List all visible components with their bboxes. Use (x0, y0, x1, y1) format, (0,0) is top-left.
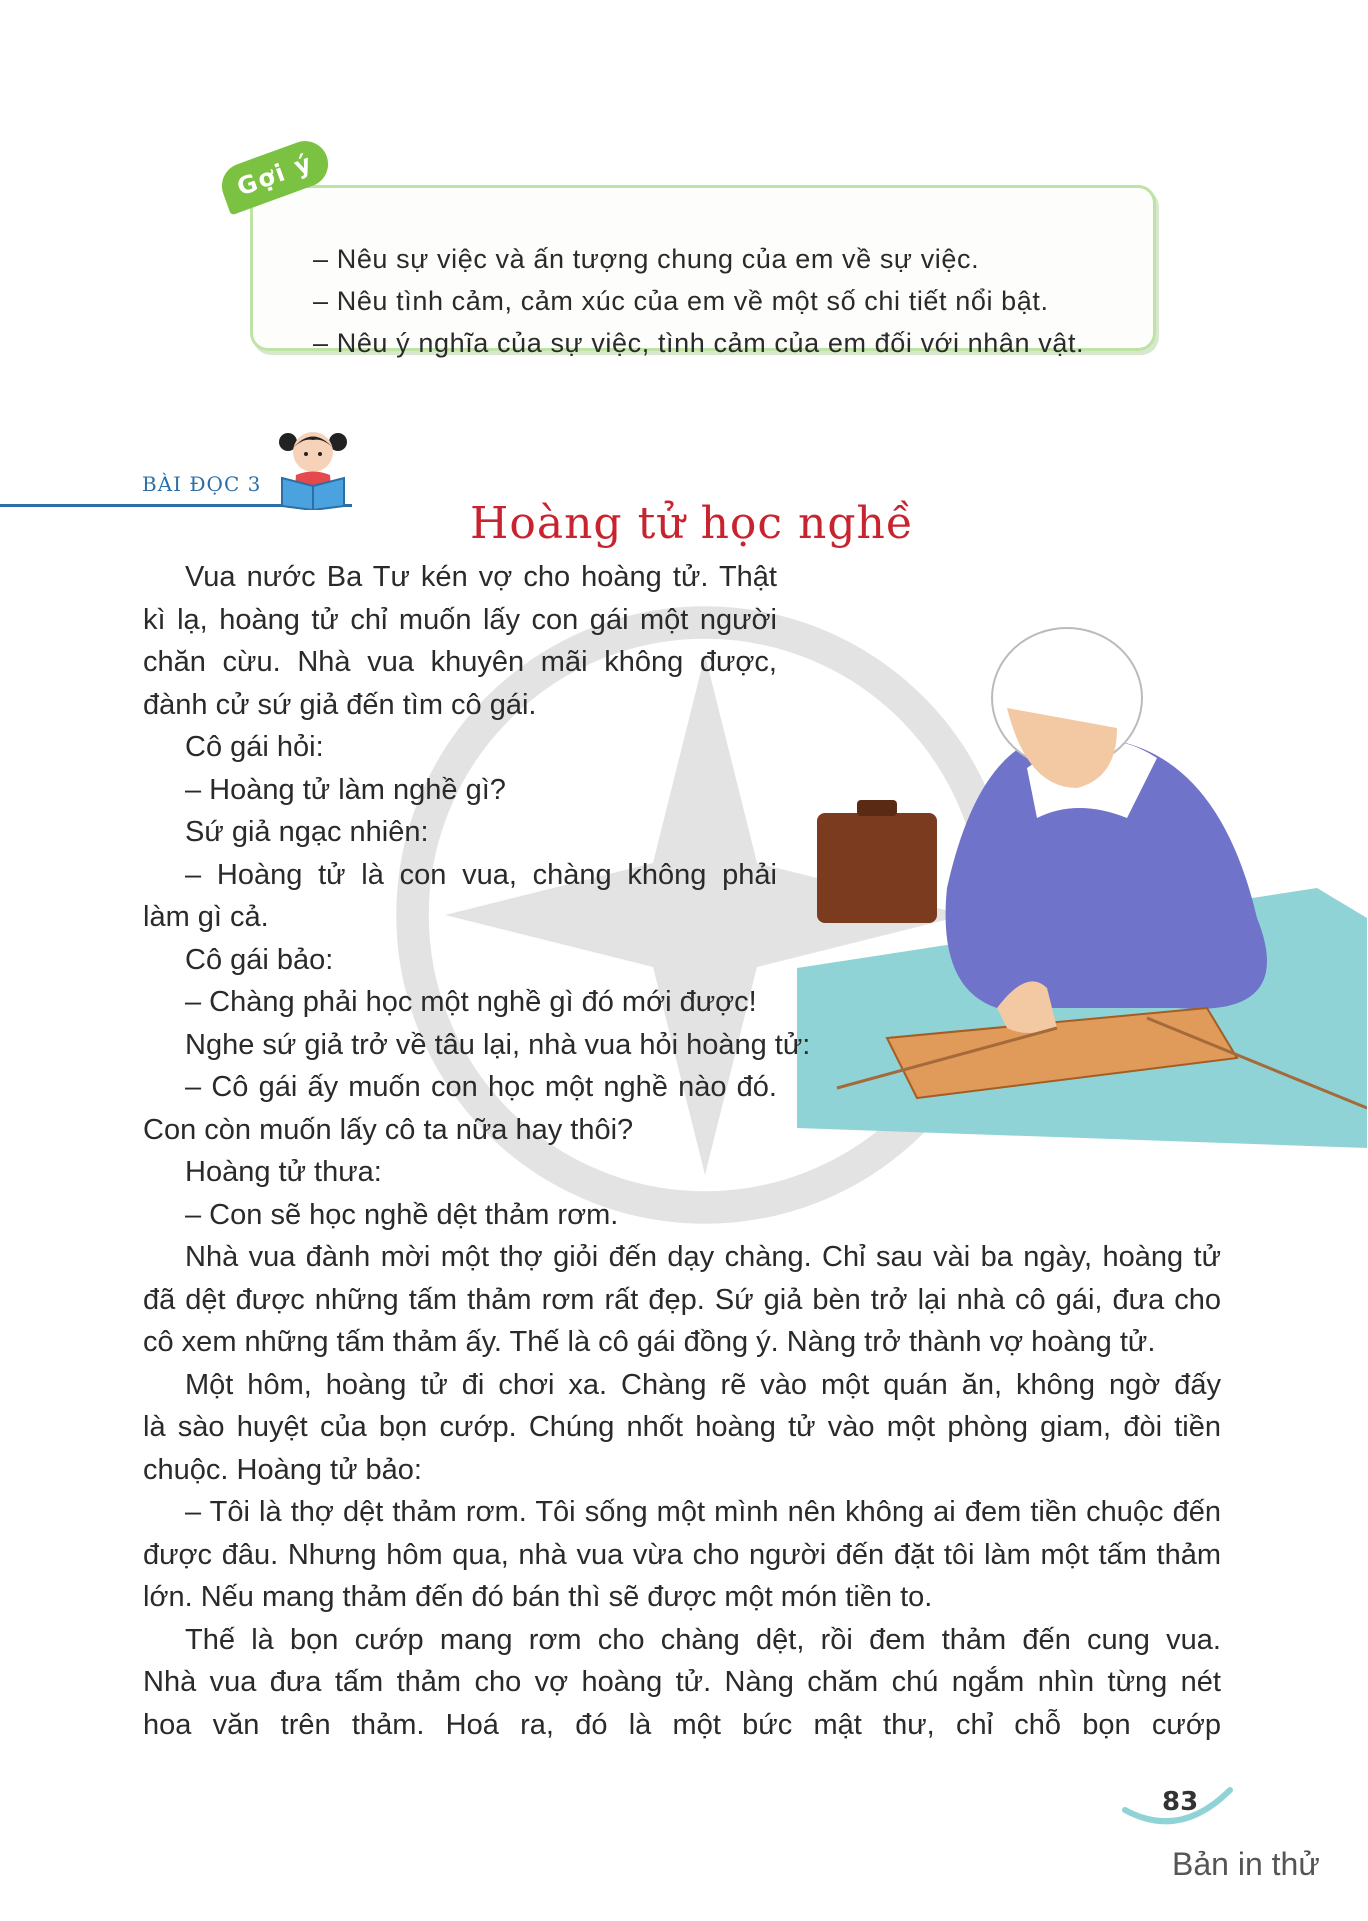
hint-tag: Gợi ý (215, 135, 334, 216)
story-line: – Tôi là thợ dệt thảm rơm. Tôi sống một mình nên không ai đem tiền chuộc đến (185, 1496, 1221, 1528)
story-line: cô xem những tấm thảm ấy. Thế là cô gái đồng ý. Nàng trở thành vợ hoàng tử. (143, 1326, 1156, 1358)
page-number: 83 (1162, 1787, 1199, 1817)
story-line: Sứ giả ngạc nhiên: (185, 816, 429, 848)
story-line: Nhà vua đành mời một thợ giỏi đến dạy chàng. Chỉ sau vài ba ngày, hoàng tử (185, 1241, 1221, 1273)
draft-label: Bản in thử (1172, 1846, 1320, 1882)
story-text (143, 556, 1221, 1746)
story-line: – Chàng phải học một nghề gì đó mới được! (185, 986, 757, 1018)
story-line: Một hôm, hoàng tử đi chơi xa. Chàng rẽ vào một quán ăn, không ngờ đấy (185, 1368, 1221, 1401)
story-title: Hoàng tử học nghề (470, 498, 914, 549)
story-line: Cô gái hỏi: (185, 731, 324, 763)
hint-line: – Nêu sự việc và ấn tượng chung của em về sự việc. (313, 244, 980, 274)
lesson-label: BÀI ĐỌC 3 (142, 472, 262, 496)
story-line: Vua nước Ba Tư kén vợ cho hoàng tử. Thật (185, 561, 777, 593)
story-line: Thế là bọn cướp mang rơm cho chàng dệt, rồi đem thảm đến cung vua. (185, 1623, 1221, 1656)
story-line: kì lạ, hoàng tử chỉ muốn lấy con gái một người (143, 603, 777, 636)
story-line: được đâu. Nhưng hôm qua, nhà vua vừa cho người đến đặt tôi làm một tấm thảm (143, 1538, 1221, 1571)
story-line: Nhà vua đưa tấm thảm cho vợ hoàng tử. Nàng chăm chú ngắm nhìn từng nét (143, 1666, 1221, 1698)
story-line: Hoàng tử thưa: (185, 1156, 382, 1188)
story-line: – Cô gái ấy muốn con học một nghề nào đó. (185, 1071, 777, 1103)
hint-box (250, 185, 1156, 358)
story-line: hoa văn trên thảm. Hoá ra, đó là một bức mật thư, chỉ chỗ bọn cướp (143, 1708, 1221, 1741)
story-line: là sào huyệt của bọn cướp. Chúng nhốt hoàng tử vào một phòng giam, đòi tiền (143, 1411, 1221, 1443)
story-line: chuộc. Hoàng tử bảo: (143, 1453, 422, 1486)
story-line: Nghe sứ giả trở về tâu lại, nhà vua hỏi hoàng tử: (185, 1028, 811, 1061)
hint-line: – Nêu ý nghĩa của sự việc, tình cảm của em đối với nhân vật. (313, 328, 1085, 358)
story-line: chăn cừu. Nhà vua khuyên mãi không được, (143, 646, 777, 678)
story-line: làm gì cả. (143, 901, 269, 933)
reading-girl-icon (268, 420, 358, 510)
story-line: Cô gái bảo: (185, 943, 334, 976)
story-line: đành cử sứ giả đến tìm cô gái. (143, 688, 537, 721)
story-line: Con còn muốn lấy cô ta nữa hay thôi? (143, 1113, 634, 1146)
story-line: – Hoàng tử làm nghề gì? (185, 773, 506, 806)
story-line: đã dệt được những tấm thảm rơm rất đẹp. Sứ giả bèn trở lại nhà cô gái, đưa cho (143, 1283, 1221, 1316)
hint-lines (313, 238, 1084, 364)
hint-line: – Nêu tình cảm, cảm xúc của em về một số chi tiết nổi bật. (313, 286, 1049, 316)
story-line: – Hoàng tử là con vua, chàng không phải (185, 858, 777, 891)
story-line: – Con sẽ học nghề dệt thảm rơm. (185, 1198, 619, 1231)
story-line: lớn. Nếu mang thảm đến đó bán thì sẽ được một món tiền to. (143, 1581, 933, 1613)
